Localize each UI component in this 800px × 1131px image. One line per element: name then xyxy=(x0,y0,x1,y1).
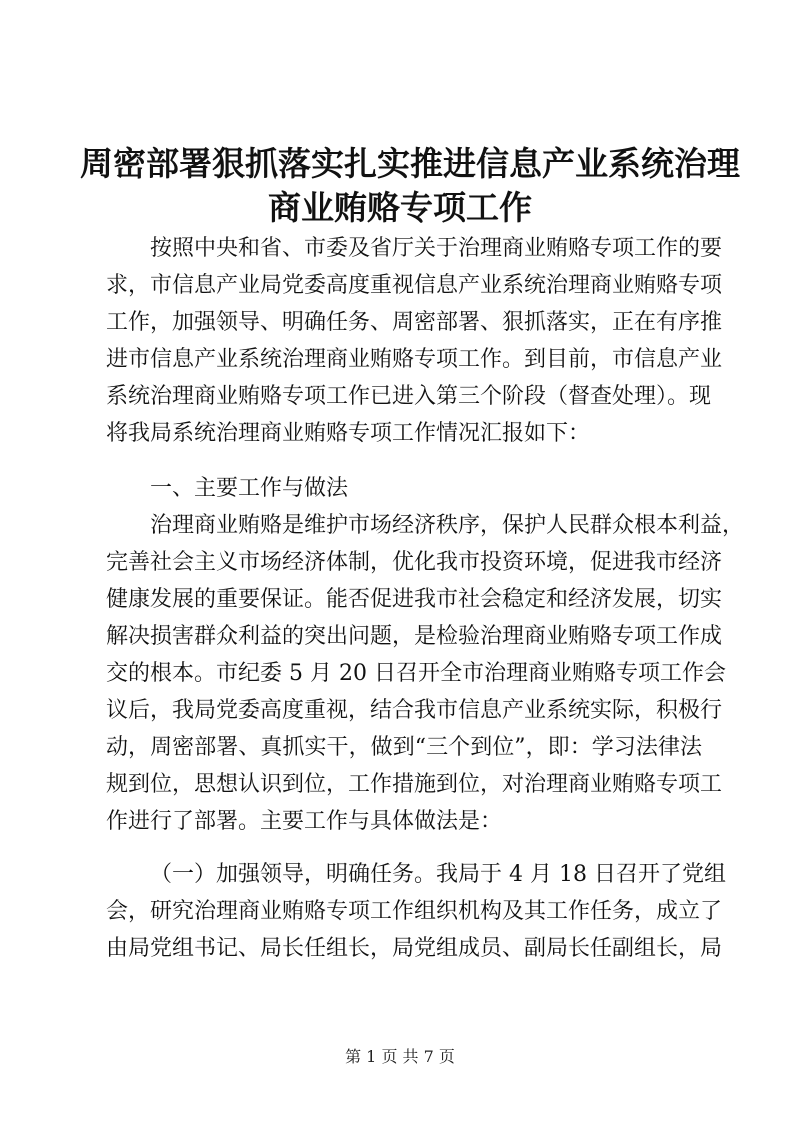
subsection-line-1: （一）加强领导，明确任务。我局于 4 月 18 日召开了党组 xyxy=(150,862,726,887)
section-heading-1: 一、主要工作与做法 xyxy=(150,476,349,501)
body-line-16: 会，研究治理商业贿赂专项工作组织机构及其工作任务，成立了 xyxy=(106,899,723,924)
body-line-4: 进市信息产业系统治理商业贿赂专项工作。到目前，市信息产业 xyxy=(106,347,723,372)
body-line-1: 按照中央和省、市委及省厅关于治理商业贿赂专项工作的要 xyxy=(150,236,723,261)
body-line-2: 求，市信息产业局党委高度重视信息产业系统治理商业贿赂专项 xyxy=(106,273,723,298)
body-line-12: 议后，我局党委高度重视，结合我市信息产业系统实际，积极行 xyxy=(106,698,723,723)
body-line-7: 治理商业贿赂是维护市场经济秩序，保护人民群众根本利益， xyxy=(150,513,745,538)
body-line-14: 规到位，思想认识到位，工作措施到位，对治理商业贿赂专项工 xyxy=(106,772,723,797)
body-line-11: 交的根本。市纪委 5 月 20 日召开全市治理商业贿赂专项工作会 xyxy=(106,661,726,686)
body-line-5: 系统治理商业贿赂专项工作已进入第三个阶段（督查处理）。现 xyxy=(106,384,712,409)
body-line-3: 工作，加强领导、明确任务、周密部署、狠抓落实，正在有序推 xyxy=(106,310,723,335)
body-line-10: 解决损害群众利益的突出问题，是检验治理商业贿赂专项工作成 xyxy=(106,624,723,649)
body-line-9: 健康发展的重要保证。能否促进我市社会稳定和经济发展，切实 xyxy=(106,587,723,612)
body-line-8: 完善社会主义市场经济体制，优化我市投资环境，促进我市经济 xyxy=(106,550,723,575)
document-title-line-1: 周密部署狠抓落实扎实推进信息产业系统治理 xyxy=(80,144,740,183)
body-line-6: 将我局系统治理商业贿赂专项工作情况汇报如下： xyxy=(106,421,591,446)
body-line-17: 由局党组书记、局长任组长，局党组成员、副局长任副组长，局 xyxy=(106,936,723,961)
document-title-line-2: 商业贿赂专项工作 xyxy=(268,188,532,227)
body-line-15: 作进行了部署。主要工作与具体做法是： xyxy=(106,809,503,834)
body-line-13: 动，周密部署、真抓实干，做到“三个到位”，即：学习法律法 xyxy=(106,735,702,760)
page-footer: 第 1 页 共 7 页 xyxy=(345,1047,455,1066)
